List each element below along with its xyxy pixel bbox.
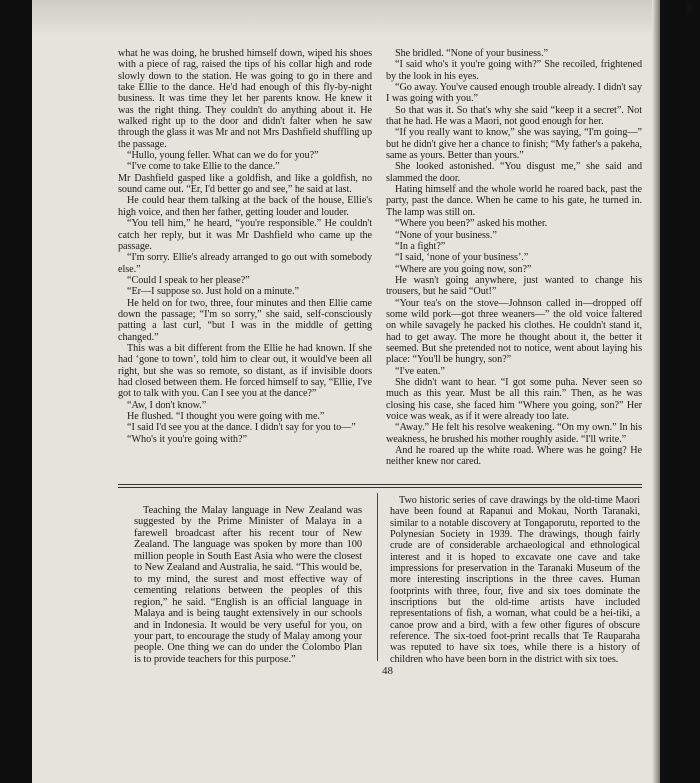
story-column-left: [118, 48, 372, 445]
story-paragraph: “Aw, I don't know.”: [127, 399, 207, 411]
page-number: 48: [382, 665, 393, 677]
story-paragraph: He could hear them talking at the back of the house, Ellie's high voice, and then her father, getting louder and louder.: [118, 195, 372, 218]
story-paragraph: “Where you been?” asked his mother.: [395, 218, 548, 230]
cave-article-text: Two historic series of cave drawings by the old-time Maori have been found at Rapanui and Mokau, North Taranaki, similar to a notable discovery at Tongaporutu, reported to the Polynesian Society in 1939. The drawings, though fairly crude are of considerable archaeological and ethnological interest and it is hoped to excavate one cave and take impressions for preservation in the Taranaki Museum of the more interesting inscriptions in the three caves. Human footprints with three, four, five and six toes dominate the inscriptions but the old-time artists have included representations of fish, a woman, what could be a hei-tiki, a canoe prow and a bird, with a few other figures of obscure reference. The six-toed foot-print recalls that Te Rauparaha was reputed to have six toes, while there is a history of children who have been born in the district with six toes.: [390, 495, 640, 665]
story-paragraph: “None of your business.”: [395, 229, 497, 241]
story-paragraph: She looked astonished. “You disgust me,” she said and slammed the door.: [386, 161, 642, 184]
malay-language-article: [134, 505, 362, 665]
story-paragraph: He wasn't going anywhere, just wanted to change his trousers, but he said “Out!”: [386, 274, 642, 298]
story-paragraph: “Go away. You've caused enough trouble already. I didn't say I was going with you.”: [386, 82, 642, 105]
story-paragraph: “I've eaten.”: [395, 365, 445, 377]
page-right-edge: [652, 0, 660, 783]
cave-drawings-article: [390, 495, 640, 665]
story-paragraph: what he was doing, he brushed himself down, wiped his shoes with a piece of rag, raised the tips of his collar high and rode slowly down to the station. He was going to go in there and take Ellie to the dance. He'd had enough of this fly-by-night business. It was time they let her parents know. He knew it was the right thing. They couldn't do anything about it. He walked right up to the door and didn't falter when he saw through the glass it was Mr and not Mrs Dashfield shuffling up the passage.: [118, 48, 372, 150]
story-paragraph: She didn't want to hear. “I got some puha. Never seen so much as this year. Must be all this rain.” Then, as he was closing his case, she faced him “Where you going, son?” Her voice was weak, as if it were already too late.: [386, 376, 642, 422]
section-divider: [118, 484, 642, 485]
story-paragraph: “I'm sorry. Ellie's already arranged to go out with somebody else.”: [118, 252, 372, 275]
story-paragraph: “Who's it you're going with?”: [127, 433, 247, 445]
story-paragraph: “Away.” He felt his resolve weakening. “On my own.” In his weakness, he brushed his mother roughly aside. “I'll write.”: [386, 422, 642, 445]
story-paragraph: “In a fight?”: [395, 240, 446, 252]
story-paragraph: “Your tea's on the stove—Johnson called in—dropped off some wild pork—got three weaners—” the old voice faltered on while savagely he packed his clothes. He couldn't stand it, had to get away. The more he thought about it, the better it seemed. But she pretended not to notice, went about laying his place: “You'll be hungry, son?”: [386, 297, 642, 366]
story-paragraph: “Hullo, young feller. What can we do for you?”: [127, 150, 319, 162]
story-paragraph: This was a bit different from the Ellie he had known. If she had ‘gone to town’, told him to clear out, it would've been all right, but she was so remote, so distant, as if invisible doors had closed between them. He forced himself to say, “Ellie, I've got to talk with you. Can I see you at the dance?”: [118, 342, 372, 400]
story-paragraph: Mr Dashfield gasped like a goldfish, and like a goldfish, no sound came out. “Er, I'd better go and see,” he said at last.: [118, 172, 372, 196]
story-column-right: [386, 48, 642, 468]
story-paragraph: He flushed. “I thought you were going with me.”: [127, 411, 325, 422]
story-paragraph: “I said who's it you're going with?” She recoiled, frightened by the look in his eyes.: [386, 59, 642, 82]
story-paragraph: “Could I speak to her please?”: [127, 274, 250, 286]
story-paragraph: “If you really want to know,” she was saying, “I'm going—” but he didn't give her a chance to finish; “My father's a pakeha, same as yours. Better than yours.”: [386, 127, 642, 162]
story-paragraph: “Er—I suppose so. Just hold on a minute.”: [127, 286, 299, 298]
story-paragraph: And he roared up the white road. Where was he going? He neither knew nor cared.: [386, 445, 642, 468]
malay-article-text: Teaching the Malay language in New Zealand was suggested by the Prime Minister of Malaya in a farewell broadcast after his recent tour of New Zealand. The language was spoken by more than 100 million people in South East Asia who were the closest to New Zealand and Australia, he said. “This would be, to my mind, the surest and most effective way of cementing relations between the peoples of this region,” he said. “English is an official language in Malaya and is being taught extensively in our schools and in Indonesia. It would be very useful for you, on your part, to encourage the study of Malay among your people. One thing we can do under the Colombo Plan is to provide teachers for this purpose.”: [134, 505, 362, 665]
story-paragraph: Hating himself and the whole world he roared back, past the party, past the dance. When he came to his gate, he turned in. The lamp was still on.: [386, 184, 642, 218]
story-paragraph: “Where are you going now, son?”: [395, 263, 532, 275]
scan-edge-mark: [686, 2, 692, 14]
story-paragraph: “You tell him,” he heard, “you're responsible.” He couldn't catch her reply, but it was Mr Dashfield who came up the passage.: [118, 218, 372, 252]
page-top-shadow: [32, 0, 660, 36]
story-paragraph: “I said I'd see you at the dance. I didn't say for you to—”: [127, 422, 356, 434]
story-paragraph: So that was it. So that's why she said “keep it a secret”. Not that he had. He was a Maori, not good enough for her.: [386, 104, 642, 128]
story-paragraph: “I said, ‘none of your business’.”: [395, 252, 529, 264]
story-paragraph: “I've come to take Ellie to the dance.”: [127, 161, 280, 173]
scanned-page: [32, 0, 660, 783]
section-divider: [118, 487, 642, 488]
story-paragraph: He held on for two, three, four minutes and then Ellie came down the passage; “I'm so sorry,” she said, self-consciously patting a last curl, “but I was in the middle of getting changed.”: [118, 297, 372, 343]
column-divider: [377, 493, 378, 661]
story-paragraph: She bridled. “None of your business.”: [395, 48, 548, 59]
